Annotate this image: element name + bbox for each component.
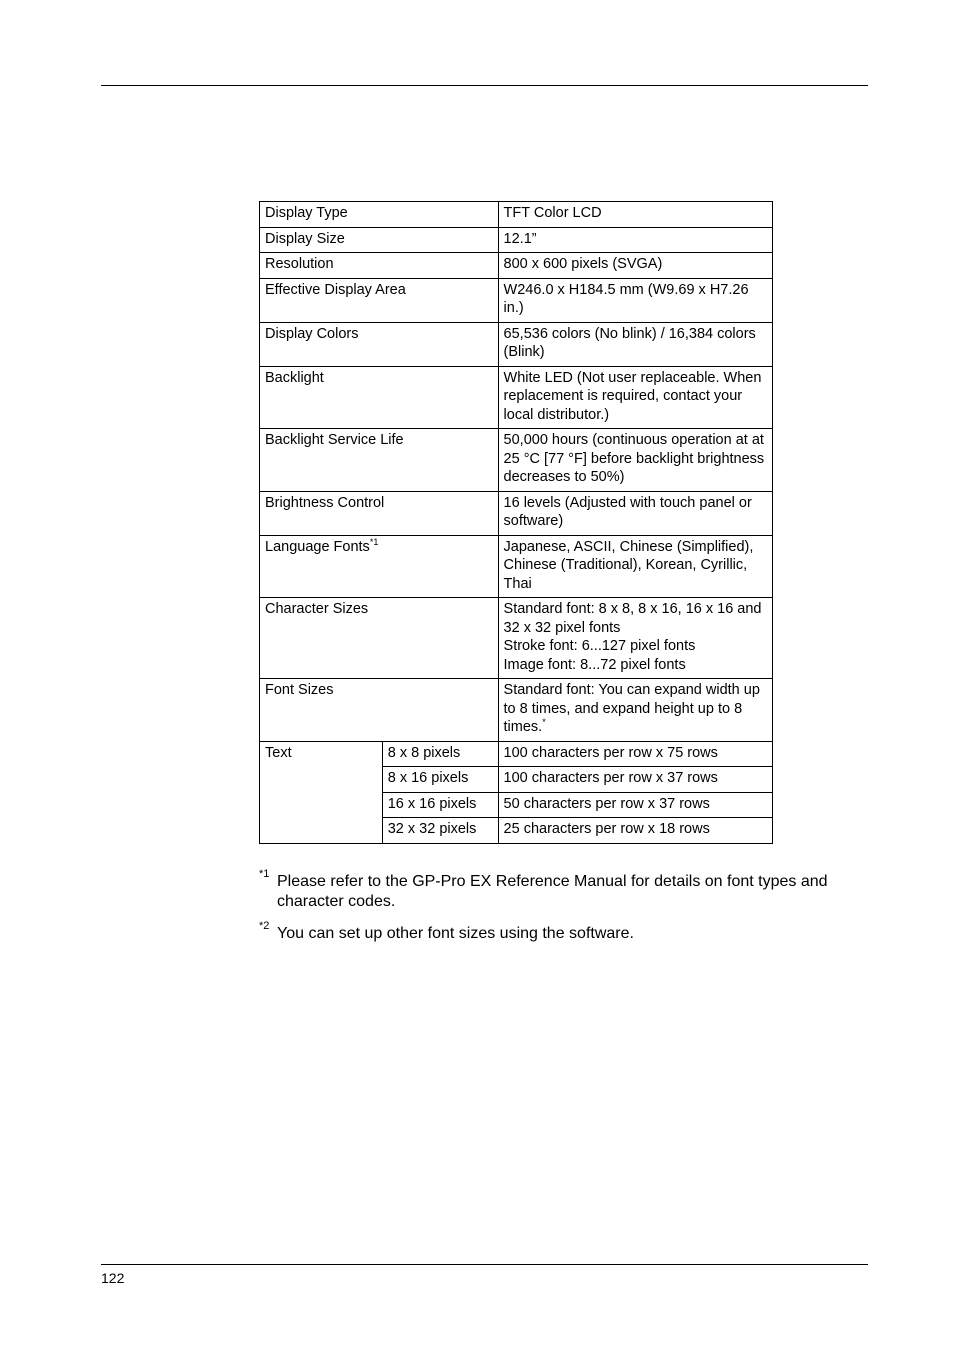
footnote-ref: * bbox=[542, 717, 546, 728]
footnote bbox=[259, 868, 859, 912]
spec-value: 25 characters per row x 18 rows bbox=[498, 818, 772, 844]
spec-label: Font Sizes bbox=[260, 679, 499, 742]
spec-label: Display Type bbox=[260, 202, 499, 228]
spec-value: White LED (Not user replaceable. When replacement is required, contact your local distributor.) bbox=[498, 366, 772, 429]
spec-label: Effective Display Area bbox=[260, 278, 499, 322]
spec-value: 12.1” bbox=[498, 227, 772, 253]
spec-label: Backlight Service Life bbox=[260, 429, 499, 492]
text-size-cell: 8 x 8 pixels bbox=[382, 741, 498, 767]
footnote-mark: *2 bbox=[259, 920, 270, 932]
spec-value: 65,536 colors (No blink) / 16,384 colors (Blink) bbox=[498, 322, 772, 366]
footnote-text: Please refer to the GP-Pro EX Reference Manual for details on font types and character codes. bbox=[277, 873, 828, 910]
spec-label: Brightness Control bbox=[260, 491, 499, 535]
spec-value: 50,000 hours (continuous operation at at 25 °C [77 °F] before backlight brightness decreases to 50%) bbox=[498, 429, 772, 492]
table-row bbox=[260, 202, 773, 228]
spec-value: TFT Color LCD bbox=[498, 202, 772, 228]
spec-label: Text bbox=[260, 741, 383, 843]
table-row bbox=[260, 679, 773, 742]
spec-value: 50 characters per row x 37 rows bbox=[498, 792, 772, 818]
spec-label: Backlight bbox=[260, 366, 499, 429]
spec-label: Display Size bbox=[260, 227, 499, 253]
spec-value: W246.0 x H184.5 mm (W9.69 x H7.26 in.) bbox=[498, 278, 772, 322]
header-rule bbox=[101, 85, 868, 86]
spec-label: Resolution bbox=[260, 253, 499, 279]
table-row bbox=[260, 253, 773, 279]
text-size-cell: 16 x 16 pixels bbox=[382, 792, 498, 818]
spec-value: 16 levels (Adjusted with touch panel or software) bbox=[498, 491, 772, 535]
spec-label bbox=[260, 535, 499, 598]
table-row bbox=[260, 491, 773, 535]
table-row bbox=[260, 227, 773, 253]
spec-value: 100 characters per row x 75 rows bbox=[498, 741, 772, 767]
spec-value-line: Standard font: 8 x 8, 8 x 16, 16 x 16 and 32 x 32 pixel fonts bbox=[503, 601, 762, 636]
spec-value bbox=[498, 598, 772, 679]
footnote-text: You can set up other font sizes using the software. bbox=[277, 925, 634, 942]
table-row bbox=[260, 366, 773, 429]
text-size-cell: 32 x 32 pixels bbox=[382, 818, 498, 844]
spec-value: Japanese, ASCII, Chinese (Simplified), Chinese (Traditional), Korean, Cyrillic, Thai bbox=[498, 535, 772, 598]
spec-value: 800 x 600 pixels (SVGA) bbox=[498, 253, 772, 279]
footnote bbox=[259, 920, 859, 944]
spec-value: 100 characters per row x 37 rows bbox=[498, 767, 772, 793]
page-number: 122 bbox=[101, 1270, 125, 1286]
table-row bbox=[260, 598, 773, 679]
table-row bbox=[260, 429, 773, 492]
spec-value bbox=[498, 679, 772, 742]
table-row bbox=[260, 322, 773, 366]
footnote-ref: *1 bbox=[369, 536, 379, 547]
footnote-mark: *1 bbox=[259, 868, 270, 880]
table-row bbox=[260, 535, 773, 598]
text-size-cell: 8 x 16 pixels bbox=[382, 767, 498, 793]
spec-label: Character Sizes bbox=[260, 598, 499, 679]
spec-label: Display Colors bbox=[260, 322, 499, 366]
spec-value-line: Stroke font: 6...127 pixel fonts bbox=[503, 638, 696, 654]
footnotes bbox=[259, 868, 859, 956]
table-row bbox=[260, 741, 773, 767]
spec-value-text: Standard font: You can expand width up to 8 times, and expand height up to 8 times. bbox=[503, 682, 760, 735]
specifications-table bbox=[259, 201, 773, 844]
spec-value-line: Image font: 8...72 pixel fonts bbox=[503, 656, 686, 673]
footer-rule bbox=[101, 1264, 868, 1265]
table-row bbox=[260, 278, 773, 322]
spec-label-text: Language Fonts bbox=[265, 538, 370, 555]
